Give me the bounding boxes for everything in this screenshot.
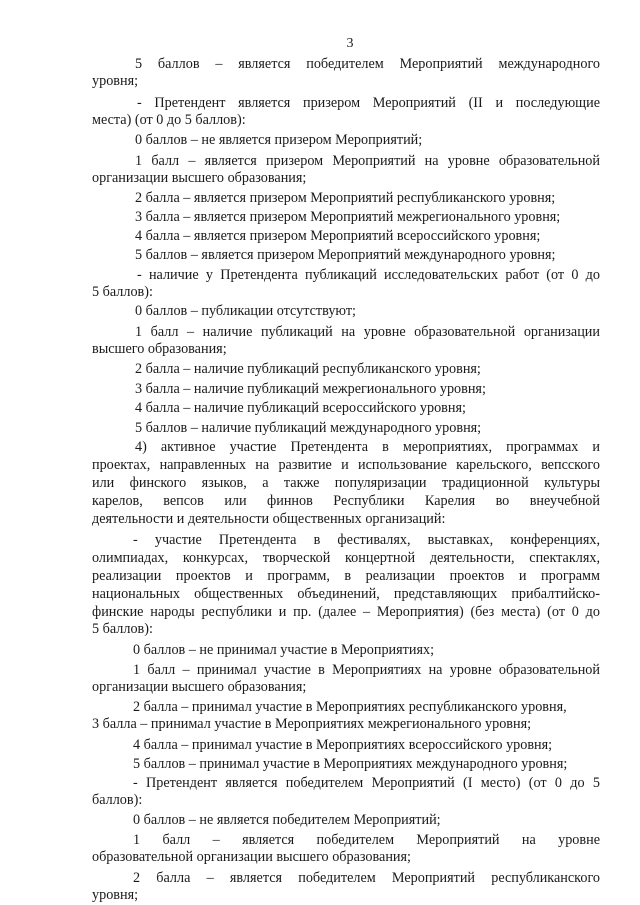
text-line: 3 балла – наличие публикаций межрегионального уровня;: [135, 381, 486, 397]
text-line: карелов, вепсов или финнов Республики Карелия во внеучебной: [92, 493, 600, 509]
text-line: 3 балла – принимал участие в Мероприятиях межрегионального уровня;: [92, 716, 532, 732]
text-line: 2 балла – принимал участие в Мероприятиях республиканского уровня,: [133, 699, 567, 715]
text-line: - Претендент является призером Мероприятий (II и последующие: [137, 95, 600, 111]
text-line: 2 балла – наличие публикаций республиканского уровня;: [135, 361, 481, 377]
text-line: 4 балла – наличие публикаций всероссийского уровня;: [135, 400, 466, 416]
text-line: уровня;: [92, 887, 139, 903]
text-line: 2 балла – является призером Мероприятий республиканского уровня;: [135, 190, 556, 206]
text-line: - участие Претендента в фестивалях, выставках, конференциях,: [133, 532, 600, 548]
text-line: реализации проектов и программ, в реализации проектов и программ: [92, 568, 600, 584]
text-line: 4 балла – принимал участие в Мероприятиях всероссийского уровня;: [133, 737, 553, 753]
text-line: 0 баллов – не принимал участие в Мероприятиях;: [133, 642, 435, 658]
text-line: 5 баллов – наличие публикаций международного уровня;: [135, 420, 482, 436]
text-line: 4) активное участие Претендента в мероприятиях, программах и: [135, 439, 600, 455]
text-line: проектах, направленных на развитие и использование карельского, вепсского: [92, 457, 600, 473]
text-line: финские народы республики и пр. (далее – Мероприятия) (без места) (от 0 до: [92, 604, 600, 620]
text-line: 1 балл – принимал участие в Мероприятиях на уровне образовательной: [133, 662, 600, 678]
text-line: 2 балла – является победителем Мероприятий республиканского: [133, 870, 600, 886]
text-line: 5 баллов):: [92, 284, 153, 300]
text-line: организации высшего образования;: [92, 679, 307, 695]
text-line: - Претендент является победителем Мероприятий (I место) (от 0 до 5: [133, 775, 600, 791]
text-line: высшего образования;: [92, 341, 227, 357]
text-line: 1 балл – наличие публикаций на уровне образовательной организации: [135, 324, 600, 340]
text-line: 5 баллов – принимал участие в Мероприятиях международного уровня;: [133, 756, 568, 772]
text-line: 5 баллов):: [92, 621, 153, 637]
text-line: 0 баллов – публикации отсутствуют;: [135, 303, 356, 319]
text-line: 1 балл – является призером Мероприятий на уровне образовательной: [135, 153, 600, 169]
text-line: или финского языков, а также популяризации традиционной культуры: [92, 475, 600, 491]
text-line: 5 баллов – является призером Мероприятий международного уровня;: [135, 247, 556, 263]
text-line: 0 баллов – не является победителем Мероприятий;: [133, 812, 441, 828]
text-line: - наличие у Претендента публикаций исследовательских работ (от 0 до: [137, 267, 600, 283]
text-line: уровня;: [92, 73, 139, 89]
text-line: 5 баллов – является победителем Мероприятий международного: [135, 56, 600, 72]
text-line: олимпиадах, конкурсах, творческой концертной деятельности, спектаклях,: [92, 550, 600, 566]
text-line: 4 балла – является призером Мероприятий всероссийского уровня;: [135, 228, 541, 244]
text-line: образовательной организации высшего образования;: [92, 849, 411, 865]
text-line: национальных общественных объединений, представляющих прибалтийско-: [92, 586, 600, 602]
text-line: деятельности и деятельности общественных организаций:: [92, 511, 446, 527]
page-number: 3: [346, 36, 354, 51]
text-line: организации высшего образования;: [92, 170, 307, 186]
text-line: места) (от 0 до 5 баллов):: [92, 112, 246, 128]
text-line: 3 балла – является призером Мероприятий межрегионального уровня;: [135, 209, 561, 225]
text-line: баллов):: [92, 792, 143, 808]
text-line: 0 баллов – не является призером Мероприятий;: [135, 132, 423, 148]
text-line: 1 балл – является победителем Мероприятий на уровне: [133, 832, 600, 848]
